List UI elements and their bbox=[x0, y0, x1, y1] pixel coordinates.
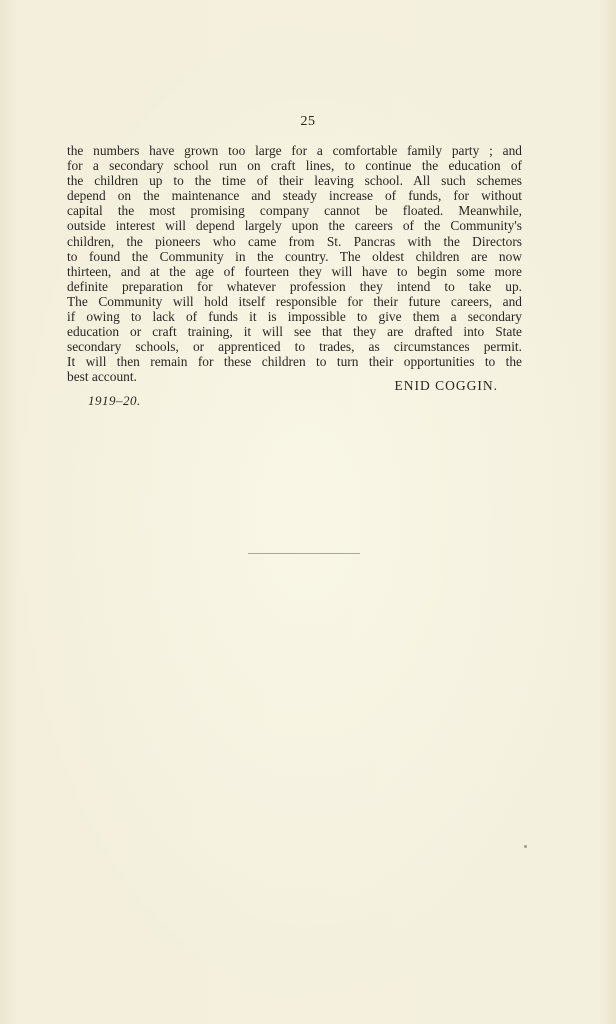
text-line: if owing to lack of funds it is impossible to give them a secondary bbox=[67, 309, 522, 325]
text-line: the children up to the time of their leaving school. All such schemes bbox=[67, 173, 522, 189]
text-line: thirteen, and at the age of fourteen they will have to begin some more bbox=[67, 263, 522, 279]
text-line: for a secondary school run on craft lines, to continue the education of bbox=[67, 158, 522, 174]
author-signature: ENID COGGIN. bbox=[394, 378, 498, 393]
text-line: capital the most promising company cannot be floated. Meanwhile, bbox=[67, 203, 522, 219]
text-line: secondary schools, or apprenticed to trades, as circumstances permit. bbox=[67, 339, 522, 355]
text-line: to found the Community in the country. The oldest children are now bbox=[67, 248, 522, 264]
text-line: education or craft training, it will see that they are drafted into State bbox=[67, 324, 522, 340]
section-divider bbox=[248, 553, 360, 554]
page-number: 25 bbox=[300, 114, 316, 129]
text-line: depend on the maintenance and steady increase of funds, for without bbox=[67, 188, 522, 204]
body-paragraph bbox=[67, 143, 522, 385]
text-line: outside interest will depend largely upon the careers of the Community's bbox=[67, 218, 522, 234]
text-line: The Community will hold itself responsible for their future careers, and bbox=[67, 293, 522, 309]
paper-speck bbox=[524, 845, 527, 848]
date-line: 1919–20. bbox=[88, 393, 141, 408]
text-line: It will then remain for these children to turn their opportunities to the bbox=[67, 354, 522, 370]
text-line: definite preparation for whatever profession they intend to take up. bbox=[67, 278, 522, 294]
text-line: children, the pioneers who came from St. Pancras with the Directors bbox=[67, 233, 522, 249]
text-line: best account. bbox=[67, 369, 137, 385]
text-line: the numbers have grown too large for a comfortable family party ; and bbox=[67, 143, 522, 158]
